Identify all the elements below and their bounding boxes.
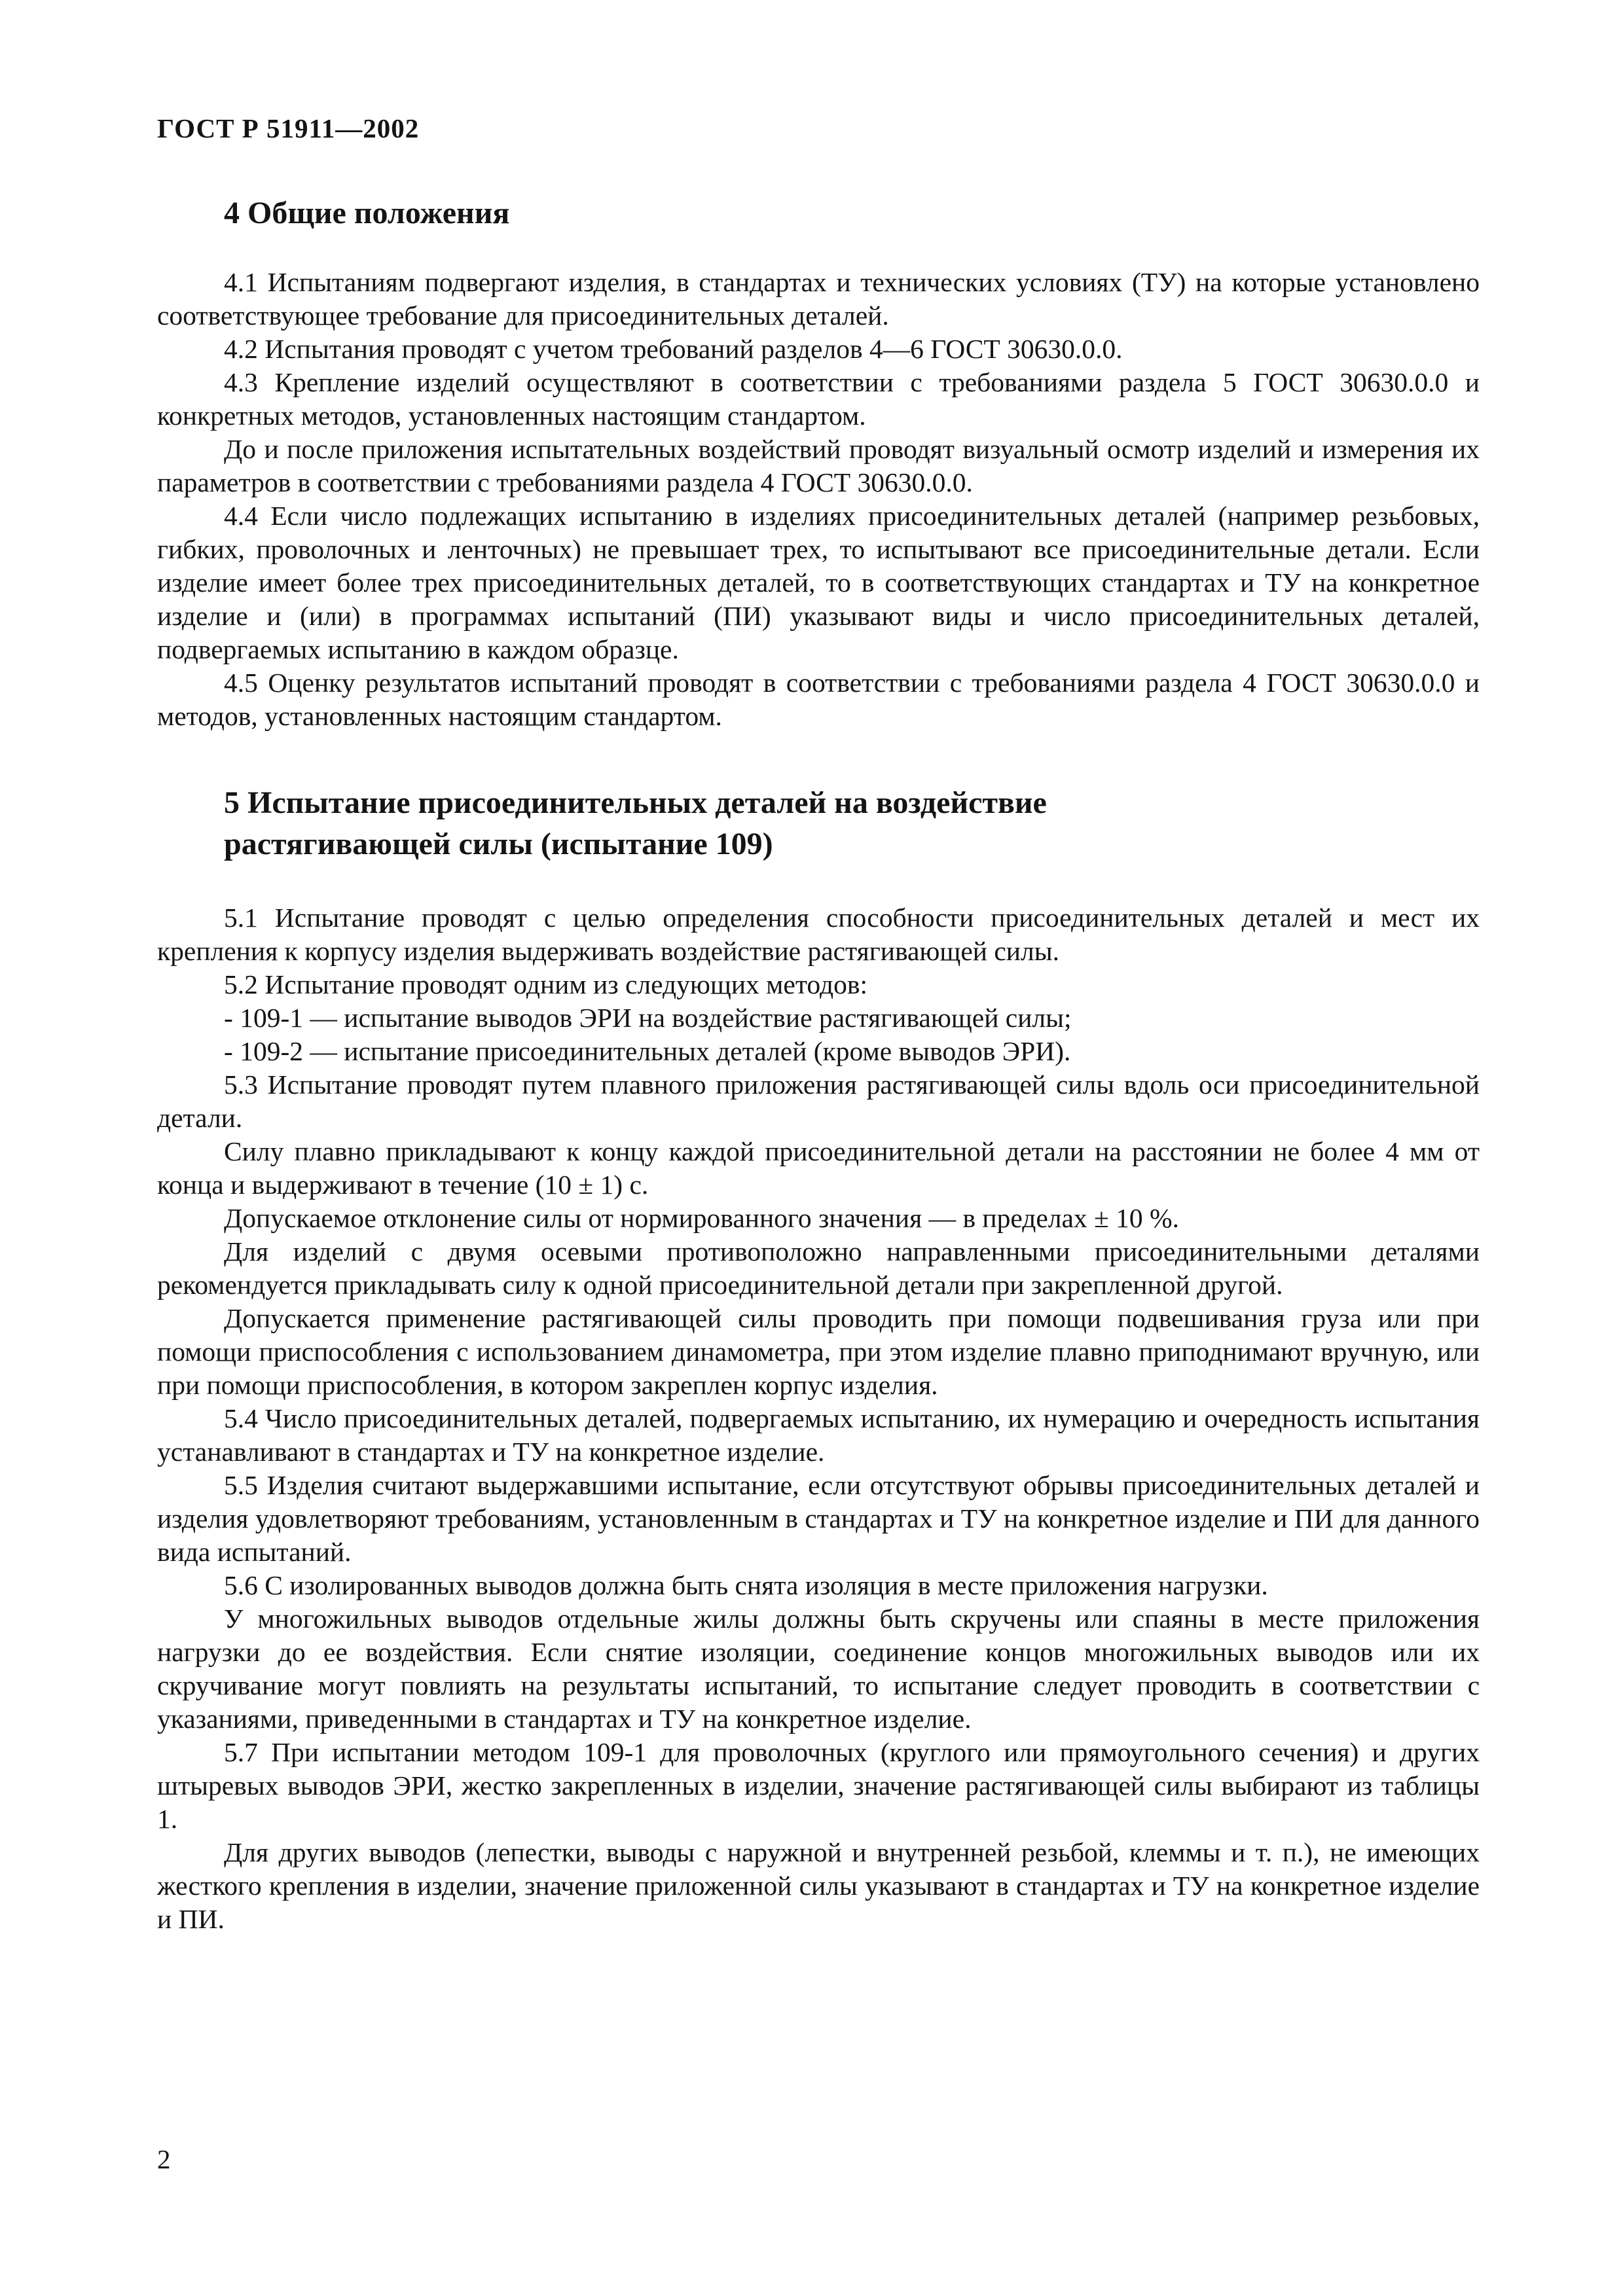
page-number: 2 <box>157 2144 171 2174</box>
section-5-body <box>157 901 1480 1936</box>
document-header: ГОСТ Р 51911—2002 <box>157 113 420 143</box>
section-5-title-line-1: 5 Испытание присоединительных деталей на воздействие <box>224 785 1047 820</box>
list-item-109-1: - 109-1 — испытание выводов ЭРИ на воздействие растягивающей силы; <box>224 1003 1072 1033</box>
paragraph-5-7-other: Для других выводов (лепестки, выводы с наружной и внутренней резьбой, клеммы и т. п.), не имеющих жесткого крепления в изделии, значение приложенной силы указывают в стандартах и ТУ на конкретное изделие и ПИ. <box>157 1837 1480 1934</box>
list-item-109-2: - 109-2 — испытание присоединительных деталей (кроме выводов ЭРИ). <box>224 1036 1071 1066</box>
paragraph-5-3: 5.3 Испытание проводят путем плавного приложения растягивающей силы вдоль оси присоединительной детали. <box>157 1069 1480 1133</box>
paragraph-5-3-method: Допускается применение растягивающей силы проводить при помощи подвешивания груза или при помощи приспособления с использованием динамометра, при этом изделие плавно приподнимают вручную, или при помощи приспособления, в котором закреплен корпус изделия. <box>157 1303 1480 1400</box>
paragraph-5-6: 5.6 С изолированных выводов должна быть снята изоляция в месте приложения нагрузки. <box>224 1570 1268 1600</box>
paragraph-5-5: 5.5 Изделия считают выдержавшими испытание, если отсутствуют обрывы присоединительных деталей и изделия удовлетворяют требованиям, установленным в стандартах и ТУ на конкретное изделие и ПИ для данного вида испытаний. <box>157 1470 1480 1567</box>
paragraph-5-7: 5.7 При испытании методом 109-1 для проволочных (круглого или прямоугольного сечения) и других штыревых выводов ЭРИ, жестко закрепленных в изделии, значение растягивающей силы выбирают из таблицы 1. <box>157 1737 1480 1834</box>
paragraph-5-4: 5.4 Число присоединительных деталей, подвергаемых испытанию, их нумерацию и очередность испытания устанавливают в стандартах и ТУ на конкретное изделие. <box>157 1403 1480 1467</box>
paragraph-5-1: 5.1 Испытание проводят с целью определения способности присоединительных деталей и мест их крепления к корпусу изделия выдерживать воздействие растягивающей силы. <box>157 903 1480 966</box>
paragraph-4-1: 4.1 Испытаниям подвергают изделия, в стандартах и технических условиях (ТУ) на которые установлено соответствующее требование для присоединительных деталей. <box>157 267 1480 331</box>
paragraph-5-3-force: Силу плавно прикладывают к концу каждой присоединительной детали на расстоянии не более 4 мм от конца и выдерживают в течение (10 ± 1) с. <box>157 1136 1480 1200</box>
paragraph-4-4: 4.4 Если число подлежащих испытанию в изделиях присоединительных деталей (например резьбовых, гибких, проволочных и ленточных) не превышает трех, то испытывают все присоединительные детали. Если изделие имеет более трех присоединительных деталей, то в соответствующих стандартах и ТУ на конкретное изделие и (или) в программах испытаний (ПИ) указывают виды и число присоединительных деталей, подвергаемых испытанию в каждом образце. <box>157 501 1480 664</box>
paragraph-5-3-tolerance: Допускаемое отклонение силы от нормированного значения — в пределах ± 10 %. <box>224 1203 1180 1233</box>
paragraph-4-3-cont: До и после приложения испытательных воздействий проводят визуальный осмотр изделий и измерения их параметров в соответствии с требованиями раздела 4 ГОСТ 30630.0.0. <box>157 434 1480 497</box>
section-5-title <box>224 782 1047 865</box>
paragraph-4-5: 4.5 Оценку результатов испытаний проводят в соответствии с требованиями раздела 4 ГОСТ 30630.0.0 и методов, установленных настоящим стандартом. <box>157 668 1480 731</box>
paragraph-5-3-axial: Для изделий с двумя осевыми противоположно направленными присоединительными деталями рекомендуется прикладывать силу к одной присоединительной детали при закрепленной другой. <box>157 1236 1480 1300</box>
section-5-title-line-2: растягивающей силы (испытание 109) <box>224 827 773 861</box>
section-4-body <box>157 266 1480 733</box>
section-4-title: 4 Общие положения <box>224 196 510 230</box>
paragraph-4-2: 4.2 Испытания проводят с учетом требований разделов 4—6 ГОСТ 30630.0.0. <box>224 334 1123 364</box>
paragraph-4-3: 4.3 Крепление изделий осуществляют в соответствии с требованиями раздела 5 ГОСТ 30630.0.0 и конкретных методов, установленных настоящим стандартом. <box>157 367 1480 431</box>
paragraph-5-2: 5.2 Испытание проводят одним из следующих методов: <box>224 969 867 999</box>
paragraph-5-6-stranded: У многожильных выводов отдельные жилы должны быть скручены или спаяны в месте приложения нагрузки до ее воздействия. Если снятие изоляции, соединение концов многожильных выводов или их скручивание могут повлиять на результаты испытаний, то испытание следует проводить в соответствии с указаниями, приведенными в стандартах и ТУ на конкретное изделие. <box>157 1604 1480 1734</box>
